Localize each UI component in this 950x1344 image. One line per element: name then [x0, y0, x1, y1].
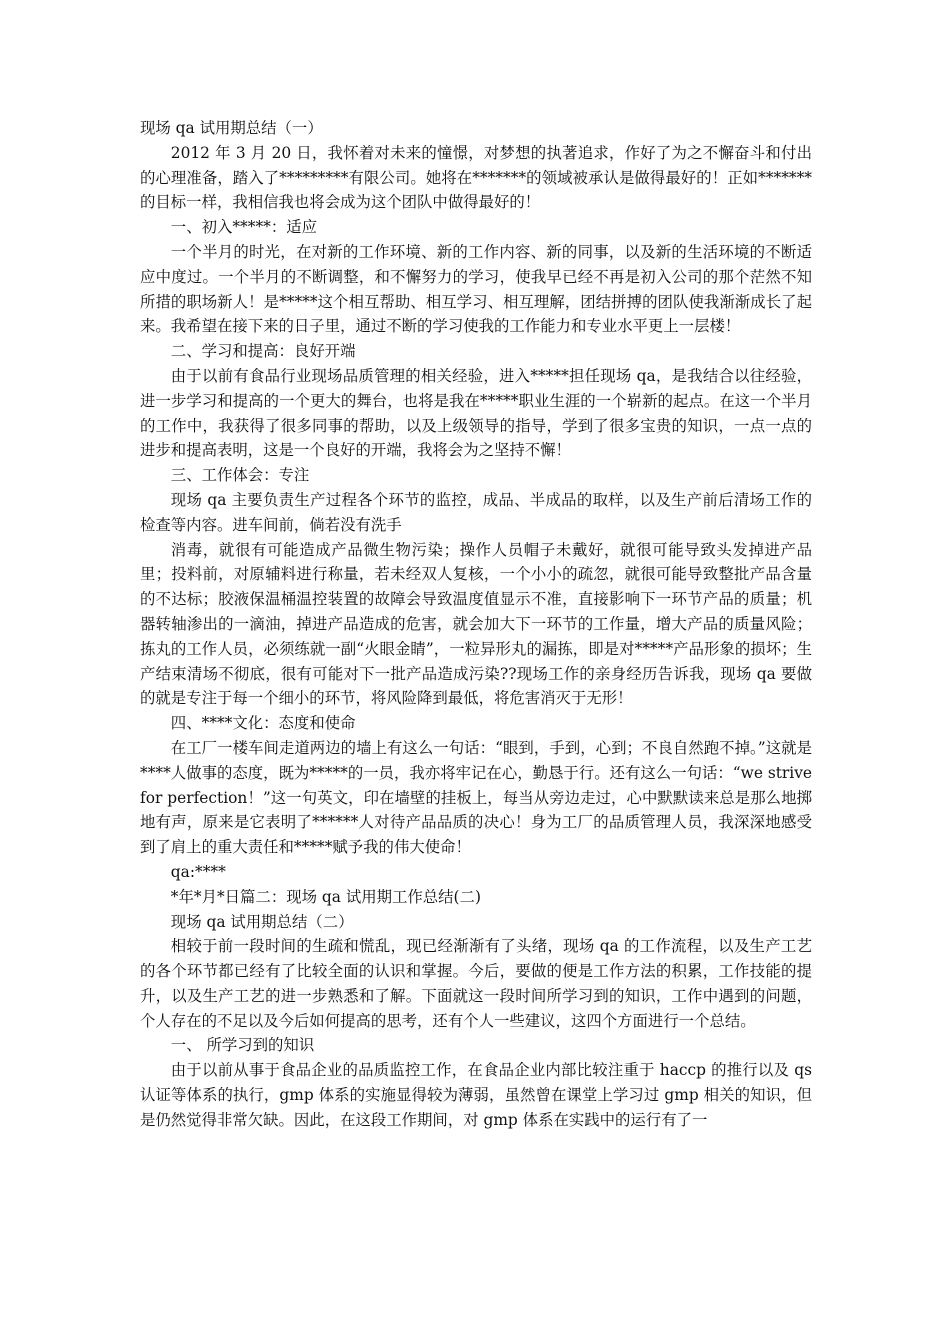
section-heading-5: 一、 所学习到的知识 [170, 1036, 315, 1055]
section-heading-1: 一、初入*****：适应 [170, 218, 318, 237]
document-page [140, 116, 812, 1133]
paragraph-adapt: 一个半月的时光，在对新的工作环境、新的工作内容、新的同事，以及新的生活环境的不断适应中度过。一个半月的不断调整，和不懈努力的学习，使我早已经不再是初入公司的那个茫然不知所措的职场新人！是*****这个相互帮助、相互学习、相互理解，团结拼搏的团队使我渐渐成长了起来。我希望在接下来的日子里，通过不断的学习使我的工作能力和专业水平更上一层楼！ [140, 242, 812, 336]
paragraph-learning: 由于以前有食品行业现场品质管理的相关经验，进入*****担任现场 qa，是我结合以往经验，进一步学习和提高的一个更大的舞台，也将是我在*****职业生涯的一个崭新的起点。在这一个半月的工作中，我获得了很多同事的帮助，以及上级领导的指导，学到了很多宝贵的知识，一点一点的进步和提高表明，这是一个良好的开端，我将会为之坚持不懈！ [140, 366, 812, 460]
paragraph-focus-a: 现场 qa 主要负责生产过程各个环节的监控，成品、半成品的取样，以及生产前后清场工作的检查等内容。进车间前，倘若没有洗手 [140, 490, 812, 534]
paragraph-intro: 2012 年 3 月 20 日，我怀着对未来的憧憬，对梦想的执著追求，作好了为之不懈奋斗和付出的心理准备，踏入了*********有限公司。她将在*******的领域被承认是做得最好的！正如*******的目标一样，我相信我也将会成为这个团队中做得最好的！ [140, 143, 812, 212]
signature-name: qa:**** [170, 862, 226, 881]
document-title: 现场 qa 试用期总结（一） [140, 119, 323, 137]
section-heading-4: 四、****文化：态度和使命 [170, 714, 356, 733]
paragraph-knowledge: 由于以前从事于食品企业的品质监控工作，在食品企业内部比较注重于 haccp 的推行以及 qs 认证等体系的执行，gmp 体系的实施显得较为薄弱，虽然曾在课堂上学习过 gmp 相关的知识，但是仍然觉得非常欠缺。因此，在这段工作期间，对 gmp 体系在实践中的运行有了一 [140, 1061, 812, 1129]
document-title-2: 现场 qa 试用期总结（二） [170, 912, 354, 931]
section-heading-3: 三、工作体会：专注 [170, 466, 310, 485]
paragraph-focus-b: 消毒，就很有可能造成产品微生物污染；操作人员帽子未戴好，就很可能导致头发掉进产品里；投料前，对原辅料进行称量，若未经双人复核，一个小小的疏忽，就很可能导致整批产品含量的不达标；胶液保温桶温控装置的故障会导致温度值显示不准，直接影响下一环节产品的质量；机器转轴渗出的一滴油，掉进产品造成的危害，就会加大下一环节的工作量，增大产品的质量风险；拣丸的工作人员，必须练就一副“火眼金睛”，一粒异形丸的漏拣，即是对*****产品形象的损坏；生产结束清场不彻底，很有可能对下一批产品造成污染??现场工作的亲身经历告诉我，现场 qa 要做的就是专注于每一个细小的环节，将风险降到最低，将危害消灭于无形！ [140, 540, 812, 708]
paragraph-culture: 在工厂一楼车间走道两边的墙上有这么一句话：“眼到，手到，心到；不良自然跑不掉。”这就是****人做事的态度，既为*****的一员，我亦将牢记在心，勤恳于行。还有这么一句话：“we strive for perfection！”这一句英文，印在墙壁的挂板上，每当从旁边走过，心中默默读来总是那么地掷地有声，原来是它表明了******人对待产品品质的决心！身为工厂的品质管理人员，我深深地感受到了肩上的重大责任和*****赋予我的伟大使命！ [140, 738, 812, 857]
section-heading-2: 二、学习和提高：良好开端 [170, 342, 356, 361]
signature-date: *年*月*日篇二：现场 qa 试用期工作总结(二) [170, 887, 481, 906]
paragraph-intro-2: 相较于前一段时间的生疏和慌乱，现已经渐渐有了头绪，现场 qa 的工作流程，以及生产工艺的各个环节都已经有了比较全面的认识和掌握。今后，要做的便是工作方法的积累，工作技能的提升，以及生产工艺的进一步熟悉和了解。下面就这一段时间所学习到的知识，工作中遇到的问题，个人存在的不足以及今后如何提高的思考，还有个人一些建议，这四个方面进行一个总结。 [140, 937, 812, 1030]
